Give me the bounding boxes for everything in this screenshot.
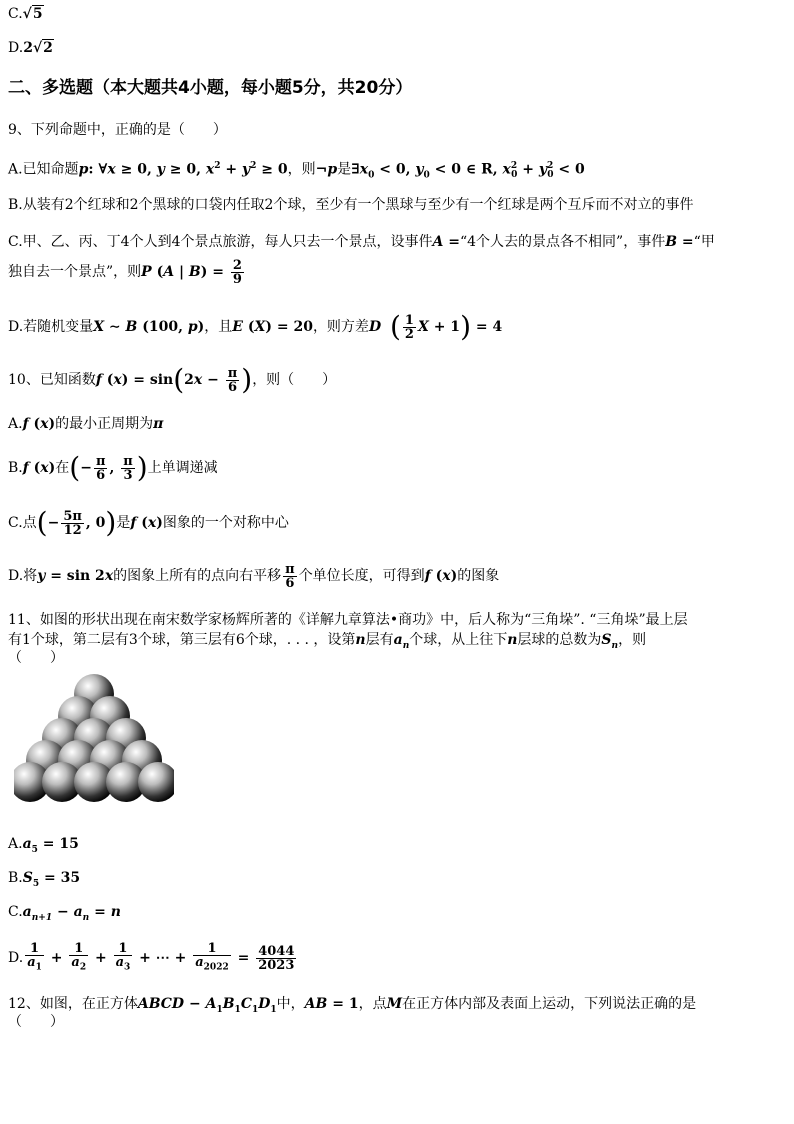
- q12-line2: （ ）: [8, 1014, 64, 1030]
- option-d-prev: D.2√2: [8, 40, 53, 56]
- text: B.: [8, 870, 23, 886]
- text: 个单位长度，可得到: [298, 568, 425, 584]
- text: 是: [116, 515, 131, 531]
- text: A.: [8, 836, 23, 852]
- q10-option-b: B.f (x)在(− $\frac{\pi}{6}$ , $\frac{\pi}{3}$ )上单调递减: [8, 451, 218, 484]
- text: C.甲、乙、丙、丁4个人到4个景点旅游，每人只去一个景点，设事件: [8, 234, 433, 250]
- option-label: C.: [8, 6, 23, 22]
- text: 层有: [365, 632, 394, 648]
- q10-option-d: D.将y = sin 2x的图象上所有的点向右平移 $\frac{\pi}{6}$ 个单位长度，可得到f (x)的图象: [8, 561, 500, 591]
- option-label: D.: [8, 40, 24, 56]
- text: ，则方差: [312, 319, 369, 335]
- q11-option-c: $C.a_{n+1} - a_n = n$: [8, 904, 121, 923]
- q9-stem: 9、下列命题中，正确的是（ ）: [8, 122, 227, 138]
- text: D.将: [8, 568, 38, 584]
- q9-option-d: D.若随机变量X ∼ B (100, p)，且E (X) = 20，则方差D ( $\frac{1}{2}$ X + 1) = 4: [8, 310, 503, 343]
- text: ，则: [287, 161, 316, 178]
- text: ，点: [358, 996, 387, 1012]
- text: 有1个球，第二层有3个球，第三层有6个球，. . . ，设第: [8, 632, 356, 648]
- text: 10、已知函数: [8, 372, 96, 388]
- section-title: 二、多选题（本大题共4小题，每小题5分，共20分）: [8, 78, 413, 98]
- text: C.点: [8, 515, 37, 531]
- text: A.已知命题: [8, 161, 79, 178]
- text: 在正方体内部及表面上运动，下列说法正确的是: [402, 996, 697, 1012]
- q10-option-c: C.点(− $\frac{5\pi}{12}$ , 0)是f (x)图象的一个对称中心: [8, 506, 289, 539]
- sqrt-value: 2: [43, 40, 53, 56]
- text: D.: [8, 950, 24, 966]
- text: A.: [8, 416, 23, 432]
- q12-line1: 12、如图，在正方体ABCD − $A_1B_1C_1D_1$中，AB = 1，点M在正方体内部及表面上运动，下列说法正确的是: [8, 996, 697, 1015]
- text: 层球的总数为: [517, 632, 602, 648]
- q9-option-c-line1: C.甲、乙、丙、丁4个人到4个景点旅游，每人只去一个景点，设事件A =“4个人去的景点各不相同”，事件B =“甲: [8, 234, 715, 250]
- q11-option-a: $A.a_5 = 15$: [8, 836, 79, 855]
- text: B.: [8, 460, 23, 476]
- text: “4个人去的景点各不相同”，事件: [459, 234, 666, 250]
- q11-line2: 有1个球，第二层有3个球，第三层有6个球，. . . ，设第n层有$a_n$个球，从上往下n层球的总数为$S_n$，则: [8, 632, 647, 651]
- coef: 2: [23, 40, 33, 56]
- q10-stem: 10、已知函数f (x) = sin(2x − $\frac{\pi}{6}$ )，则（ ）: [8, 363, 337, 396]
- text: ，则: [618, 632, 647, 648]
- text: 中，: [276, 996, 305, 1012]
- q11-option-b: $B.S_5 = 35$: [8, 870, 81, 889]
- text: 的图象: [457, 568, 500, 584]
- text: 在: [55, 460, 70, 476]
- text: “甲: [693, 234, 715, 250]
- text: D.若随机变量: [8, 319, 94, 335]
- option-c-prev: C.√5: [8, 6, 43, 22]
- q9-option-a: A.已知命题p: ∀x ≥ 0, y ≥ 0, $x^2 + y^2 \ge 0$，则¬p是$\exists x_0 < 0$, $y_0 < 0$ ∈ R, $x^2_0 + y^2_0 < 0$: [8, 161, 585, 181]
- text: 个球，从上往下: [409, 632, 508, 648]
- triangular-pile-figure: [14, 672, 174, 810]
- text: 的图象上所有的点向右平移: [113, 568, 282, 584]
- sqrt-value: 5: [32, 6, 43, 22]
- q11-line3: （ ）: [8, 650, 64, 666]
- text: 12、如图，在正方体: [8, 996, 138, 1012]
- q9-option-c-line2: 独自去一个景点”，则P (A | B) = $\frac{2}{9}$: [8, 257, 242, 287]
- q9-option-b: B.从装有2个红球和2个黑球的口袋内任取2个球，至少有一个黑球与至少有一个红球是两个互斥而不对立的事件: [8, 197, 694, 213]
- text: 的最小正周期为: [55, 416, 154, 432]
- q11-line1: 11、如图的形状出现在南宋数学家杨辉所著的《详解九章算法•商功》中，后人称为“三角垛”. “三角垛”最上层: [8, 612, 688, 628]
- text: 图象的一个对称中心: [162, 515, 289, 531]
- text: ，则（ ）: [252, 372, 337, 388]
- text: 独自去一个景点”，则: [8, 264, 142, 280]
- q11-option-d: D. $\frac{1}{a_1}$ + $\frac{1}{a_2}$ + $\frac{1}{a_3}$ + ⋯ + $\frac{1}{a_{2022}}$ = $\frac{4044}{2023}$: [8, 940, 295, 973]
- text: C.: [8, 904, 23, 920]
- text: 上单调递减: [147, 460, 218, 476]
- text: ，且: [204, 319, 233, 335]
- q10-option-a: A.f (x)的最小正周期为π: [8, 416, 164, 432]
- text: 是: [337, 161, 352, 178]
